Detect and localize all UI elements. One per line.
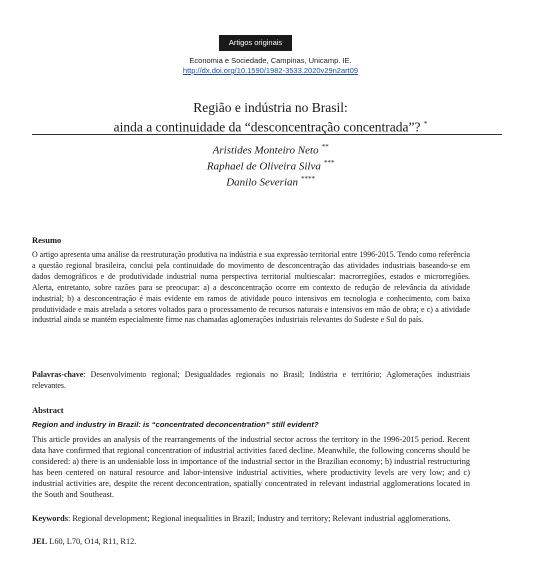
palavras-chave-text: : Desenvolvimento regional; Desigualdades regionais no Brasil; Indústria e território; Aglomerações industriais relevantes.: [32, 370, 470, 390]
author-3: [0, 172, 541, 190]
jel-text: L60, L70, O14, R11, R12.: [47, 537, 137, 546]
author-name: Danilo Severian: [226, 176, 299, 189]
article-title-line-2-text: ainda a continuidade da “desconcentração concentrada”?: [113, 119, 421, 135]
author-1: [0, 140, 541, 158]
article-title-line-1: Região e indústria no Brasil:: [193, 100, 348, 115]
keywords-label: Keywords: [32, 514, 68, 523]
jel-codes: [32, 536, 470, 547]
keywords-text: : Regional development; Regional inequalities in Brazil; Industry and territory; Relevant industrial agglomerations.: [67, 514, 451, 523]
abstract-subtitle: Region and industry in Brazil: is “concentrated deconcentration” still evident?: [32, 420, 319, 429]
doi-link[interactable]: http://dx.doi.org/10.1590/1982-3533.2020v29n2art09: [182, 66, 359, 75]
keywords: [32, 513, 470, 524]
author-footnote-mark[interactable]: ****: [300, 175, 315, 183]
author-2: [0, 156, 541, 174]
author-name: Aristides Monteiro Neto: [212, 144, 319, 157]
resumo-body: O artigo apresenta uma análise da reestruturação produtiva na indústria e sua expressão territorial entre 1996-2015. Tendo como referência a questão regional brasileira, conclui pela continuidade do movimento de desconcentração das atividades industriais baseando-se em dados demográficos e de produtividade industrial numa perspectiva territorial multiescalar: macrorregiões, estados e microrregiões. Alerta, entretanto, sobre razões para se preocupar: a) a desconcentração ocorre em contexto de redução de relevância da atividade industrial; b) a desconcentração é mais evidente em ramos de atividade pouco intensivos em tecnologia e conhecimento, com baixa produtividade e mais atrelada a setores voltados para o processamento de recursos naturais e intensivos em mão de obra; e c) a atividade industrial ainda se mantém especialmente firme nas chamadas aglomerações industriais relevantes do Sudeste e Sul do país.: [32, 250, 470, 325]
title-footnote-mark[interactable]: *: [423, 120, 428, 128]
author-footnote-mark[interactable]: **: [321, 143, 329, 151]
abstract-heading: Abstract: [32, 405, 64, 415]
resumo-heading: Resumo: [32, 235, 62, 245]
jel-label: JEL: [32, 537, 48, 546]
author-name: Raphael de Oliveira Silva: [206, 160, 321, 173]
article-title-line-2: [0, 116, 541, 136]
abstract-body: This article provides an analysis of the rearrangements of the industrial sector across the territory in the 1996-2015 period. Recent data have confirmed that regional concentration of industrial activities faced decline. Meanwhile, the following concerns should be considered: a) there is an undeniable loss in importance of the industrial sector in the Brazilian economy; b) industrial restructuring has been centered on natural resource and labor-intensive industrial activities, where productivity levels are very low; and c) industrial activities are, despite the recent deconcentration, spatially concentrated in relevant industrial agglomerations located in the South and Southeast.: [32, 435, 470, 500]
title-underline-rule: [32, 134, 502, 135]
author-footnote-mark[interactable]: ***: [323, 159, 335, 167]
palavras-chave-label: Palavras-chave: [32, 370, 84, 379]
journal-citation: Economia e Sociedade, Campinas, Unicamp. IE.: [189, 56, 352, 65]
palavras-chave: [32, 370, 470, 392]
section-badge: Artigos originais: [219, 35, 292, 51]
